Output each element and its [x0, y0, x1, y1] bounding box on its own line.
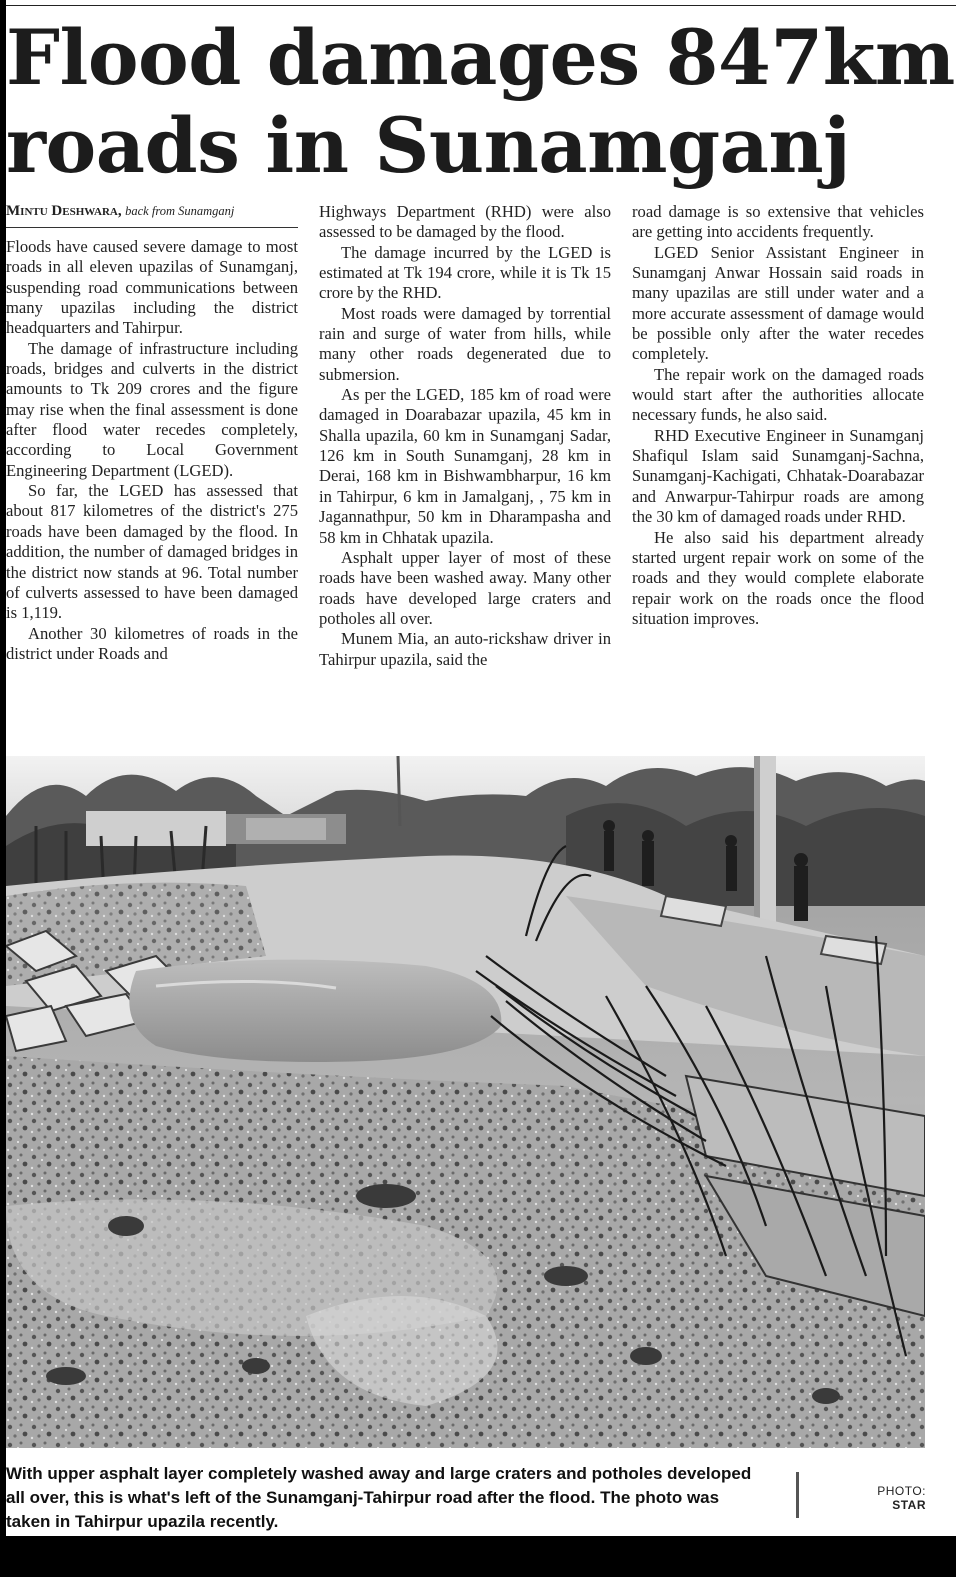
photo-caption: With upper asphalt layer completely washed away and large craters and potholes developed all over, this is what's left of the Sunamganj-Tahirpur road after the flood. The photo was taken in Tahirpur upazila recently. [6, 1464, 752, 1531]
paragraph: Another 30 kilometres of roads in the district under Roads and [6, 623, 298, 663]
paragraph: The repair work on the damaged roads would start after the authorities allocate necessary funds, he also said. [632, 364, 924, 425]
article-column-3 [632, 202, 924, 629]
paragraph: Asphalt upper layer of most of these roads have been washed away. Many other roads have developed large craters and potholes all over. [319, 547, 611, 628]
photo-credit [846, 1484, 926, 1512]
damaged-road-photo [6, 756, 925, 1448]
byline [6, 202, 298, 228]
paragraph: So far, the LGED has assessed that about 817 kilometres of the district's 275 roads have been damaged by the flood. In addition, the number of damaged bridges in the district now stands at 96. Total number of culverts assessed to have been damaged is 1,119. [6, 481, 298, 623]
photo-credit-source: STAR [892, 1498, 926, 1512]
paragraph: road damage is so extensive that vehicles are getting into accidents frequently. [632, 202, 924, 242]
paragraph: The damage incurred by the LGED is estimated at Tk 194 crore, while it is Tk 15 crore by the RHD. [319, 242, 611, 303]
headline-line-1: Flood damages 847km [6, 13, 955, 102]
photo-credit-label: PHOTO: [877, 1484, 926, 1498]
top-rule [6, 5, 956, 6]
paragraph: Most roads were damaged by torrential rain and surge of water from hills, while many other roads degenerated due to submersion. [319, 303, 611, 384]
paragraph: As per the LGED, 185 km of road were damaged in Doarabazar upazila, 45 km in Shalla upazila, 60 km in Sunamganj Sadar, 126 km in South Sunamganj, 28 km in Derai, 168 km in Bishwambharpur, 16 km in Tahirpur, 6 km in Jamalganj, , 75 km in Jagannathpur, 50 km in Dharampasha and 58 km in Chhatak upazila. [319, 385, 611, 547]
headline [6, 13, 955, 190]
byline-dateline: back from Sunamganj [125, 204, 235, 218]
paragraph: Floods have caused severe damage to most roads in all eleven upazilas of Sunamganj, suspending road communications between many upazilas including the district headquarters and Tahirpur. [6, 237, 298, 338]
article-column-2 [319, 202, 611, 670]
caption-divider [796, 1472, 799, 1518]
byline-author: Mintu Deshwara, [6, 203, 122, 219]
paragraph: He also said his department already started urgent repair work on some of the roads and they would complete elaborate repair work on the roads once the flood situation improves. [632, 527, 924, 628]
headline-line-2: roads in Sunamganj [6, 101, 851, 190]
paragraph: LGED Senior Assistant Engineer in Sunamganj Anwar Hossain said roads in many upazilas are still under water and a more accurate assessment of damage would be possible only after the water recedes completely. [632, 242, 924, 364]
newspaper-page [6, 0, 956, 1536]
paragraph: Munem Mia, an auto-rickshaw driver in Tahirpur upazila, said the [319, 629, 611, 669]
paragraph: RHD Executive Engineer in Sunamganj Shafiqul Islam said Sunamganj-Sachna, Sunamganj-Kachigati, Chhatak-Doarabazar and Anwarpur-Tahirpur roads are among the 30 km of damaged roads under RHD. [632, 425, 924, 527]
paragraph: Highways Department (RHD) were also assessed to be damaged by the flood. [319, 202, 611, 242]
paragraph: The damage of infrastructure including roads, bridges and culverts in the district amounts to Tk 209 crores and the figure may rise when the final assessment is done after flood water recedes completely, according to Local Government Engineering Department (LGED). [6, 338, 298, 480]
article-column-1 [6, 202, 298, 664]
news-photo [6, 756, 925, 1448]
